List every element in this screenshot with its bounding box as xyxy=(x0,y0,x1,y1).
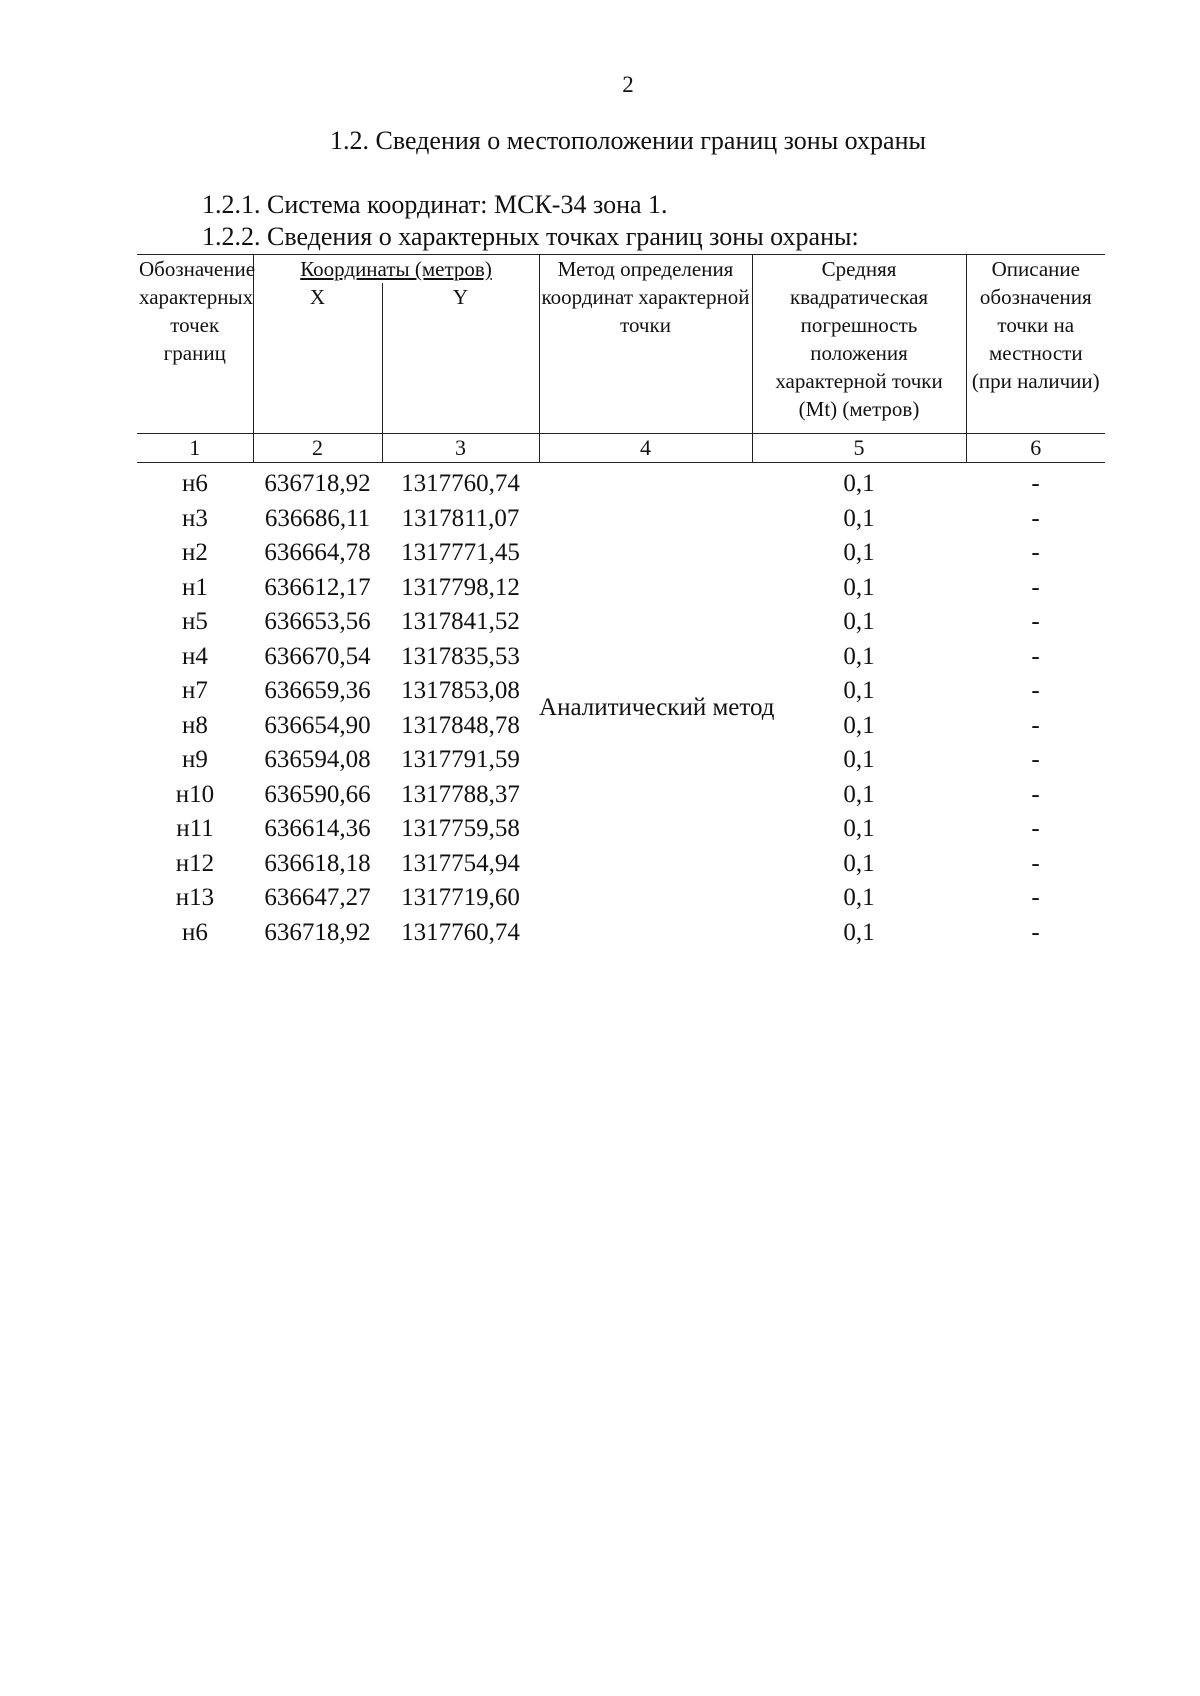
point-description: - xyxy=(1031,504,1040,532)
point-code: н8 xyxy=(182,711,208,739)
point-accuracy: 0,1 xyxy=(843,918,875,946)
header-point-designation: Обозначение характерных точек границ xyxy=(137,255,253,434)
point-accuracy: 0,1 xyxy=(843,849,875,877)
point-description: - xyxy=(1031,470,1040,497)
point-description: - xyxy=(1031,849,1040,877)
point-y: 1317811,07 xyxy=(401,504,520,532)
point-x: 636718,92 xyxy=(264,470,371,497)
point-accuracy: 0,1 xyxy=(843,746,875,773)
column-number-2: 2 xyxy=(253,434,382,463)
point-description: - xyxy=(1031,815,1040,842)
point-accuracy: 0,1 xyxy=(843,504,875,532)
point-code: н2 xyxy=(182,539,208,566)
point-x: 636686,11 xyxy=(264,504,371,532)
point-x: 636718,92 xyxy=(264,918,371,946)
column-number-3: 3 xyxy=(382,434,539,463)
header-x: X xyxy=(253,283,382,434)
point-x: 636670,54 xyxy=(264,642,371,670)
point-accuracy: 0,1 xyxy=(843,884,875,911)
point-accuracy: 0,1 xyxy=(843,780,875,808)
point-x: 636614,36 xyxy=(264,815,371,842)
point-y: 1317759,58 xyxy=(401,815,520,842)
point-code: н13 xyxy=(175,884,215,911)
boundary-points-table xyxy=(137,254,1105,950)
point-code: н11 xyxy=(176,815,214,842)
point-description: - xyxy=(1031,711,1040,739)
point-code: н5 xyxy=(182,608,208,635)
point-code: н1 xyxy=(182,573,208,601)
point-code: н10 xyxy=(175,780,215,808)
point-code: н12 xyxy=(175,849,215,877)
point-code: н9 xyxy=(182,746,208,773)
section-title: 1.2. Сведения о местоположении границ зоны охраны xyxy=(330,126,926,155)
point-description: - xyxy=(1031,780,1040,808)
point-code: н6 xyxy=(182,470,208,497)
column-number-6: 6 xyxy=(966,434,1105,463)
point-accuracy: 0,1 xyxy=(843,470,875,497)
header-coordinates-group: Координаты (метров) xyxy=(253,255,539,284)
header-method: Метод определения координат характерной точки xyxy=(539,255,752,434)
point-y: 1317760,74 xyxy=(401,918,520,946)
point-description: - xyxy=(1031,918,1040,946)
point-description: - xyxy=(1031,608,1040,635)
header-accuracy: Средняя квадратическая погрешность положения характерной точки (Mt) (метров) xyxy=(752,255,966,434)
point-accuracy: 0,1 xyxy=(843,711,875,739)
point-description: - xyxy=(1031,884,1040,911)
point-y: 1317835,53 xyxy=(401,642,520,670)
point-accuracy: 0,1 xyxy=(843,608,875,635)
point-x: 636664,78 xyxy=(264,539,371,566)
header-y: Y xyxy=(382,283,539,434)
point-x: 636612,17 xyxy=(264,573,371,601)
point-x: 636594,08 xyxy=(264,746,371,773)
point-code: н6 xyxy=(182,918,208,946)
point-y: 1317848,78 xyxy=(401,711,520,739)
point-accuracy: 0,1 xyxy=(843,573,875,601)
point-x: 636653,56 xyxy=(264,608,371,635)
point-y: 1317798,12 xyxy=(401,573,520,601)
point-y: 1317853,08 xyxy=(401,677,520,704)
point-description: - xyxy=(1031,746,1040,773)
method-cell: Аналитический метод xyxy=(539,694,775,722)
point-y: 1317841,52 xyxy=(401,608,520,635)
point-x: 636618,18 xyxy=(264,849,371,877)
point-x: 636654,90 xyxy=(264,711,371,739)
column-number-1: 1 xyxy=(137,434,253,463)
point-code: н7 xyxy=(182,677,208,704)
point-y: 1317788,37 xyxy=(401,780,520,808)
point-accuracy: 0,1 xyxy=(843,677,875,704)
point-accuracy: 0,1 xyxy=(843,815,875,842)
header-description: Описание обозначения точки на местности (при наличии) xyxy=(966,255,1105,434)
point-y: 1317754,94 xyxy=(401,849,520,877)
point-description: - xyxy=(1031,573,1040,601)
column-number-4: 4 xyxy=(539,434,752,463)
point-description: - xyxy=(1031,642,1040,670)
table-row xyxy=(137,463,1105,502)
point-accuracy: 0,1 xyxy=(843,539,875,566)
column-number-5: 5 xyxy=(752,434,966,463)
point-x: 636590,66 xyxy=(264,780,371,808)
point-y: 1317771,45 xyxy=(401,539,520,566)
point-y: 1317760,74 xyxy=(401,470,520,497)
page-number: 2 xyxy=(622,72,634,97)
point-x: 636659,36 xyxy=(264,677,371,704)
point-y: 1317791,59 xyxy=(401,746,520,773)
point-description: - xyxy=(1031,677,1040,704)
point-y: 1317719,60 xyxy=(401,884,520,911)
point-accuracy: 0,1 xyxy=(843,642,875,670)
point-description: - xyxy=(1031,539,1040,566)
point-code: н4 xyxy=(182,642,208,670)
point-x: 636647,27 xyxy=(264,884,371,911)
points-heading: 1.2.2. Сведения о характерных точках границ зоны охраны: xyxy=(202,222,859,251)
coordinate-system-line: 1.2.1. Система координат: МСК-34 зона 1. xyxy=(202,190,668,219)
point-code: н3 xyxy=(182,504,208,532)
